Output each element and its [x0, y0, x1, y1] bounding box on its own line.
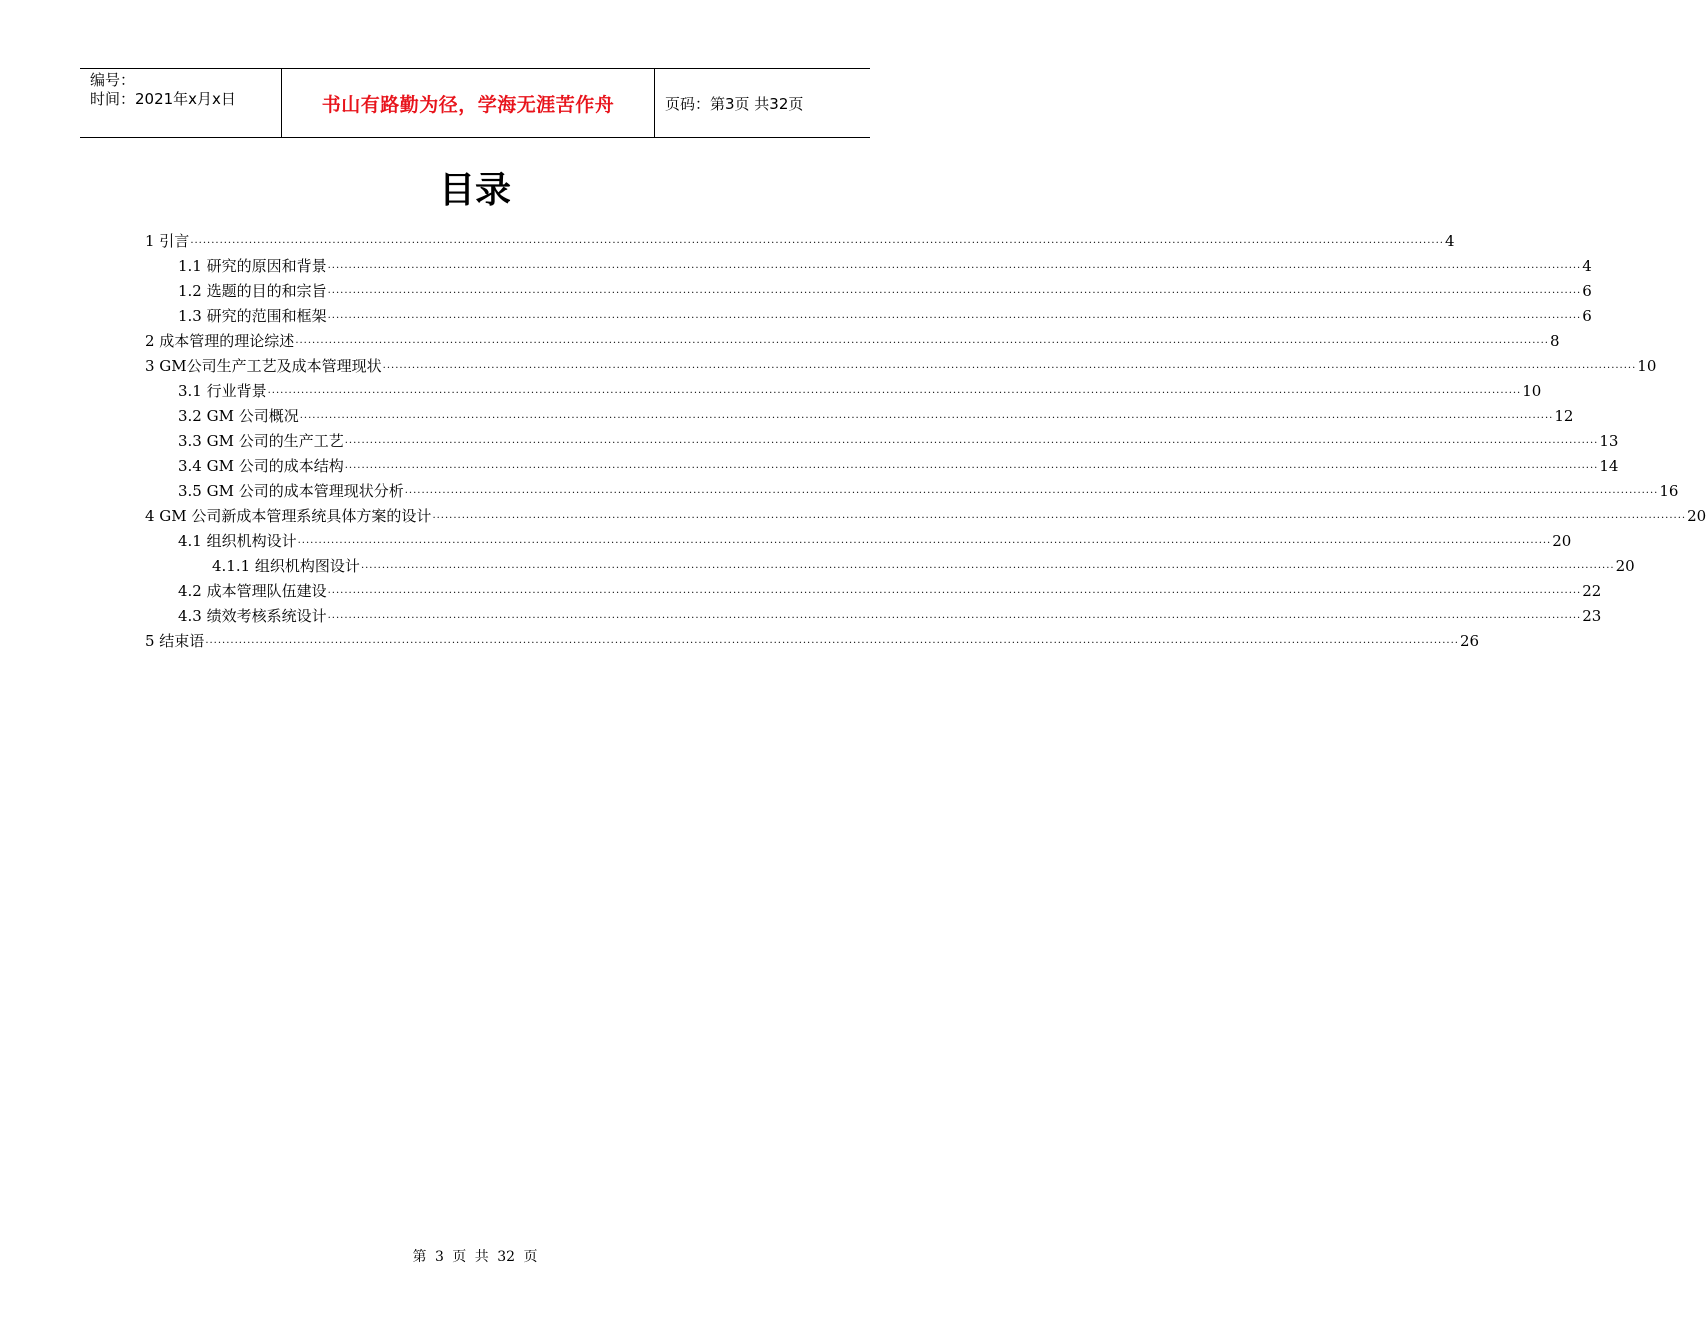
- toc-entry-page-number: 12: [1554, 407, 1574, 425]
- toc-entry-label: 1.3 研究的范围和框架: [178, 307, 327, 325]
- toc-entry-label: 2 成本管理的理论综述: [145, 332, 295, 350]
- toc-dot-leader: ............................................................................................................................................................................................................................................................................................................: [190, 235, 1444, 246]
- toc-entry[interactable]: [145, 379, 1542, 404]
- toc-entry-label: 4.2 成本管理队伍建设: [178, 582, 327, 600]
- toc-entry-label: 3.2 GM 公司概况: [178, 407, 299, 425]
- toc-dot-leader: ............................................................................................................................................................................................................................................................................................................: [327, 285, 1582, 296]
- toc-dot-leader: ............................................................................................................................................................................................................................................................................................................: [327, 310, 1582, 321]
- toc-entry[interactable]: [145, 329, 1560, 354]
- header-page-info: 页码：第3页 共32页: [665, 94, 804, 113]
- toc-entry-page-number: 4: [1444, 232, 1455, 250]
- toc-entry[interactable]: [145, 479, 1679, 504]
- toc-entry-page-number: 6: [1582, 307, 1592, 325]
- toc-entry-label: 1 引言: [145, 232, 190, 250]
- toc-entry[interactable]: [145, 629, 1480, 654]
- toc-entry-page-number: 20: [1552, 532, 1572, 550]
- toc-entry-label: 4 GM 公司新成本管理系统具体方案的设计: [145, 507, 432, 525]
- toc-dot-leader: ............................................................................................................................................................................................................................................................................................................: [404, 485, 1659, 496]
- table-of-contents: [145, 229, 1706, 654]
- header-motto-cell: [281, 69, 655, 137]
- header-page-cell: [655, 69, 870, 137]
- toc-entry[interactable]: [145, 504, 1706, 529]
- toc-entry[interactable]: [145, 229, 1455, 254]
- toc-dot-leader: ............................................................................................................................................................................................................................................................................................................: [327, 260, 1582, 271]
- page-footer: 第 3 页 共 32 页: [412, 1249, 538, 1265]
- toc-entry-page-number: 8: [1549, 332, 1560, 350]
- toc-entry-label: 4.3 绩效考核系统设计: [178, 607, 327, 625]
- toc-entry[interactable]: [145, 429, 1619, 454]
- toc-dot-leader: ............................................................................................................................................................................................................................................................................................................: [299, 410, 1554, 421]
- toc-entry[interactable]: [145, 529, 1572, 554]
- toc-dot-leader: ............................................................................................................................................................................................................................................................................................................: [344, 460, 1599, 471]
- toc-entry[interactable]: [145, 579, 1602, 604]
- toc-entry-page-number: 16: [1659, 482, 1679, 500]
- header-time-label: 时间：2021年x月x日: [90, 90, 236, 108]
- toc-entry-label: 3.3 GM 公司的生产工艺: [178, 432, 344, 450]
- toc-entry-page-number: 10: [1637, 357, 1657, 375]
- document-header: [80, 68, 870, 138]
- toc-entry-page-number: 26: [1459, 632, 1480, 650]
- toc-entry[interactable]: [145, 354, 1657, 379]
- header-motto: 书山有路勤为径，学海无涯苦作舟: [321, 93, 615, 116]
- toc-dot-leader: ............................................................................................................................................................................................................................................................................................................: [267, 385, 1522, 396]
- toc-dot-leader: ............................................................................................................................................................................................................................................................................................................: [344, 435, 1599, 446]
- toc-entry-label: 1.2 选题的目的和宗旨: [178, 282, 327, 300]
- toc-entry-page-number: 4: [1582, 257, 1592, 275]
- toc-entry-label: 3 GM公司生产工艺及成本管理现状: [145, 357, 382, 375]
- toc-entry-page-number: 20: [1615, 557, 1635, 575]
- toc-entry-page-number: 10: [1522, 382, 1542, 400]
- toc-entry-page-number: 14: [1599, 457, 1619, 475]
- page-title: 目录: [438, 170, 511, 211]
- toc-entry[interactable]: [145, 454, 1619, 479]
- toc-entry[interactable]: [145, 304, 1592, 329]
- toc-entry-page-number: 6: [1582, 282, 1592, 300]
- toc-dot-leader: ............................................................................................................................................................................................................................................................................................................: [327, 585, 1582, 596]
- toc-entry-label: 3.1 行业背景: [178, 382, 267, 400]
- toc-dot-leader: ............................................................................................................................................................................................................................................................................................................: [382, 360, 1637, 371]
- toc-entry-label: 1.1 研究的原因和背景: [178, 257, 327, 275]
- toc-dot-leader: ............................................................................................................................................................................................................................................................................................................: [432, 510, 1687, 521]
- toc-entry[interactable]: [145, 404, 1574, 429]
- toc-dot-leader: ............................................................................................................................................................................................................................................................................................................: [205, 635, 1459, 646]
- toc-entry[interactable]: [145, 604, 1602, 629]
- toc-entry-label: 5 结束语: [145, 632, 205, 650]
- toc-dot-leader: ............................................................................................................................................................................................................................................................................................................: [297, 535, 1552, 546]
- toc-entry[interactable]: [145, 554, 1635, 579]
- toc-dot-leader: ............................................................................................................................................................................................................................................................................................................: [327, 610, 1582, 621]
- toc-entry[interactable]: [145, 279, 1592, 304]
- header-info-cell: [80, 69, 280, 137]
- toc-entry[interactable]: [145, 254, 1592, 279]
- toc-entry-label: 3.4 GM 公司的成本结构: [178, 457, 344, 475]
- toc-entry-label: 4.1.1 组织机构图设计: [212, 557, 360, 575]
- toc-dot-leader: ............................................................................................................................................................................................................................................................................................................: [295, 335, 1549, 346]
- toc-entry-page-number: 22: [1582, 582, 1602, 600]
- toc-entry-page-number: 23: [1582, 607, 1602, 625]
- toc-entry-page-number: 20: [1687, 507, 1706, 525]
- toc-dot-leader: ............................................................................................................................................................................................................................................................................................................: [360, 560, 1615, 571]
- toc-entry-label: 4.1 组织机构设计: [178, 532, 297, 550]
- toc-entry-label: 3.5 GM 公司的成本管理现状分析: [178, 482, 404, 500]
- header-number-label: 编号：: [90, 71, 136, 89]
- toc-entry-page-number: 13: [1599, 432, 1619, 450]
